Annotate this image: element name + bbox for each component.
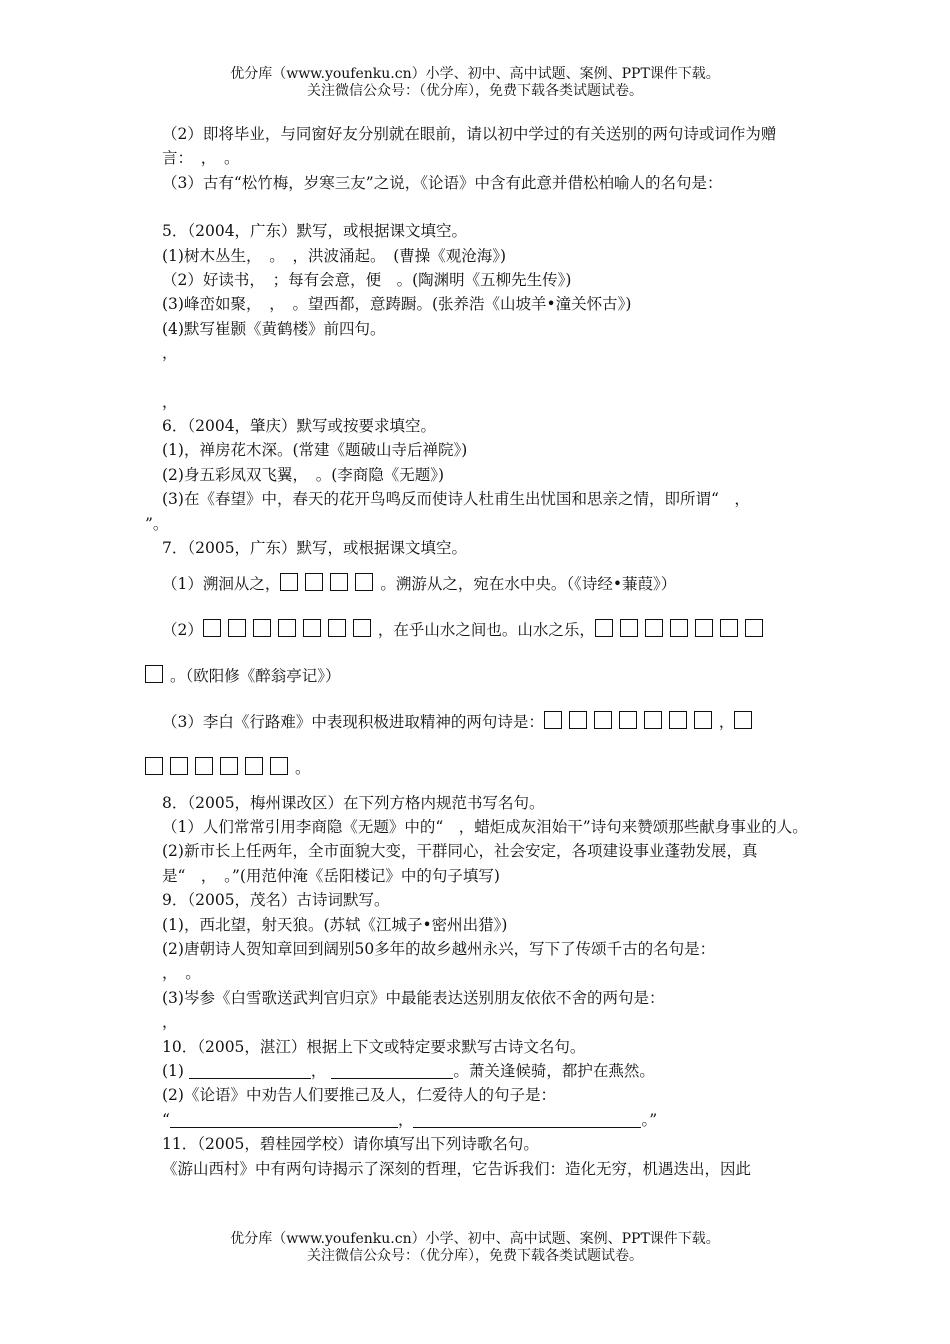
- answer-box[interactable]: [644, 711, 662, 729]
- q9-item-2: (2)唐朝诗人贺知章回到阔别50多年的故乡越州永兴，写下了传颂千古的名句是：: [162, 939, 716, 958]
- answer-box[interactable]: [245, 757, 263, 775]
- q5-item-4: (4)默写崔颢《黄鹤楼》前四句。: [162, 319, 386, 338]
- answer-box[interactable]: [280, 573, 298, 591]
- q7-item-2-cont: [145, 653, 810, 699]
- q5-item-2: （2）好读书， ；每有会意，便 。(陶渊明《五柳先生传》): [162, 271, 572, 290]
- q7-item-2-middle: ，在乎山水之间也。山水之乐，: [377, 620, 595, 639]
- q10-item-2-comma: ，: [397, 1110, 414, 1129]
- q5-title: 5．（2004，广东）默写，或根据课文填空。: [162, 222, 468, 241]
- q7-title: 7．（2005，广东）默写，或根据课文填空。: [162, 539, 468, 558]
- answer-box[interactable]: [645, 619, 663, 637]
- page-header: [0, 66, 950, 100]
- q7-item-3: [145, 699, 810, 745]
- answer-box[interactable]: [145, 665, 163, 683]
- document-body: [145, 122, 810, 1181]
- answer-box[interactable]: [619, 711, 637, 729]
- q4-item-2: （2）即将毕业，与同窗好友分别就在眼前，请以初中学过的有关送别的两句诗或词作为赠言： ， 。: [162, 125, 777, 168]
- answer-box[interactable]: [253, 619, 271, 637]
- answer-box[interactable]: [694, 711, 712, 729]
- q7-item-1-prefix: （1）溯洄从之，: [162, 574, 281, 593]
- answer-box[interactable]: [220, 757, 238, 775]
- answer-box[interactable]: [353, 619, 371, 637]
- answer-box[interactable]: [594, 711, 612, 729]
- q5-item-3: (3)峰峦如聚， ， 。望西都，意踌蹰。(张养浩《山坡羊•潼关怀古》): [162, 295, 632, 314]
- q10-item-2: (2)《论语》中劝告人们要推己及人，仁爱待人的句子是：: [162, 1086, 556, 1105]
- q8-item-1: （1）人们常常引用李商隐《无题》中的“ ，蜡炬成灰泪始干”诗句来赞颂那些献身事业的人。: [162, 817, 808, 836]
- q5-answer-line-2: ，: [162, 392, 178, 411]
- answer-box[interactable]: [330, 573, 348, 591]
- q7-item-2: [145, 607, 810, 653]
- q7-item-2-prefix: （2）: [162, 620, 203, 639]
- q7-item-3-comma: ，: [718, 712, 735, 731]
- q9-item-2-answer: ， 。: [162, 964, 201, 983]
- q5-item-1: (1)树木丛生， 。 ，洪波涌起。 (曹操《观沧海》): [162, 246, 507, 265]
- q4-item-3: （3）古有“松竹梅，岁寒三友”之说，《论语》中含有此意并借松柏喻人的名句是：: [162, 173, 723, 192]
- header-line-2: 关注微信公众号：（优分库），免费下载各类试题试卷。: [307, 83, 643, 99]
- answer-box[interactable]: [195, 757, 213, 775]
- q7-item-1-suffix: 。溯游从之，宛在水中央。（《诗经•蒹葭》）: [380, 574, 677, 593]
- answer-box[interactable]: [544, 711, 562, 729]
- q9-item-1: (1)，西北望，射天狼。(苏轼《江城子•密州出猎》): [162, 915, 508, 934]
- answer-box[interactable]: [595, 619, 613, 637]
- answer-space: [145, 195, 810, 219]
- footer-line-1: 优分库（www.youfenku.cn）小学、初中、高中试题、案例、PPT课件下载。: [230, 1231, 720, 1247]
- q10-item-1-suffix: 。萧关逢候骑，都护在燕然。: [453, 1061, 655, 1080]
- q10-title: 10．（2005，湛江）根据上下文或特定要求默写古诗文名句。: [162, 1037, 586, 1056]
- answer-box[interactable]: [278, 619, 296, 637]
- q9-item-3: (3)岑参《白雪歌送武判官归京》中最能表达送别朋友依依不舍的两句是：: [162, 988, 665, 1007]
- q10-item-1-comma: ，: [310, 1061, 327, 1080]
- q7-item-3-suffix: 。: [295, 758, 311, 777]
- open-quote: “: [162, 1110, 170, 1129]
- q5-answer-line-1: ，: [162, 344, 178, 363]
- q7-item-2-suffix: 。（欧阳修《醉翁亭记》）: [170, 666, 341, 685]
- answer-blank[interactable]: [331, 1063, 453, 1079]
- answer-box[interactable]: [695, 619, 713, 637]
- q6-title: 6．（2004，肇庆）默写或按要求填空。: [162, 417, 437, 436]
- answer-box[interactable]: [328, 619, 346, 637]
- q11-item-1: 《游山西村》中有两句诗揭示了深刻的哲理，它告诉我们：造化无穷，机遇迭出，因此: [162, 1159, 752, 1178]
- answer-box[interactable]: [228, 619, 246, 637]
- page-footer: [0, 1231, 950, 1265]
- q10-item-1: [145, 1059, 810, 1083]
- answer-box[interactable]: [569, 711, 587, 729]
- q9-title: 9．（2005，茂名）古诗词默写。: [162, 891, 390, 910]
- footer-line-2: 关注微信公众号：（优分库），免费下载各类试题试卷。: [307, 1248, 643, 1264]
- q6-item-1: (1)，禅房花木深。(常建《题破山寺后禅院》): [162, 441, 468, 460]
- answer-blank[interactable]: [413, 1112, 641, 1128]
- answer-box[interactable]: [303, 619, 321, 637]
- answer-box[interactable]: [305, 573, 323, 591]
- answer-box[interactable]: [720, 619, 738, 637]
- q6-item-3: (3)在《春望》中，春天的花开鸟鸣反而使诗人杜甫生出忧国和思亲之情，即所谓“ ，: [162, 490, 750, 509]
- q10-item-1-prefix: (1): [162, 1061, 184, 1080]
- answer-blank[interactable]: [189, 1063, 311, 1079]
- q6-item-3-end: ”。: [145, 514, 169, 533]
- answer-box[interactable]: [270, 757, 288, 775]
- answer-box[interactable]: [620, 619, 638, 637]
- answer-box[interactable]: [170, 757, 188, 775]
- q7-item-1: [145, 561, 810, 607]
- answer-space: [145, 366, 810, 390]
- close-quote: 。”: [641, 1110, 658, 1129]
- answer-box[interactable]: [670, 619, 688, 637]
- answer-box[interactable]: [355, 573, 373, 591]
- q8-item-2: (2)新市长上任两年，全市面貌大变，干群同心，社会安定，各项建设事业蓬勃发展，真是“ ， 。”(用范仲淹《岳阳楼记》中的句子填写): [162, 842, 758, 885]
- answer-box[interactable]: [669, 711, 687, 729]
- answer-box[interactable]: [734, 711, 752, 729]
- q7-item-3-cont: [145, 745, 810, 791]
- q11-title: 11．（2005，碧桂园学校）请你填写出下列诗歌名句。: [162, 1135, 539, 1154]
- header-line-1: 优分库（www.youfenku.cn）小学、初中、高中试题、案例、PPT课件下载。: [230, 66, 720, 82]
- q9-item-3-answer: ，: [162, 1013, 178, 1032]
- answer-blank[interactable]: [170, 1112, 398, 1128]
- answer-box[interactable]: [145, 757, 163, 775]
- answer-box[interactable]: [203, 619, 221, 637]
- q7-item-3-prefix: （3）李白《行路难》中表现积极进取精神的两句诗是：: [162, 712, 544, 731]
- q8-title: 8．（2005，梅州课改区）在下列方格内规范书写名句。: [162, 793, 545, 812]
- q10-item-2-answer: [145, 1108, 810, 1132]
- answer-box[interactable]: [745, 619, 763, 637]
- q6-item-2: (2)身五彩凤双飞翼， 。(李商隐《无题》): [162, 465, 445, 484]
